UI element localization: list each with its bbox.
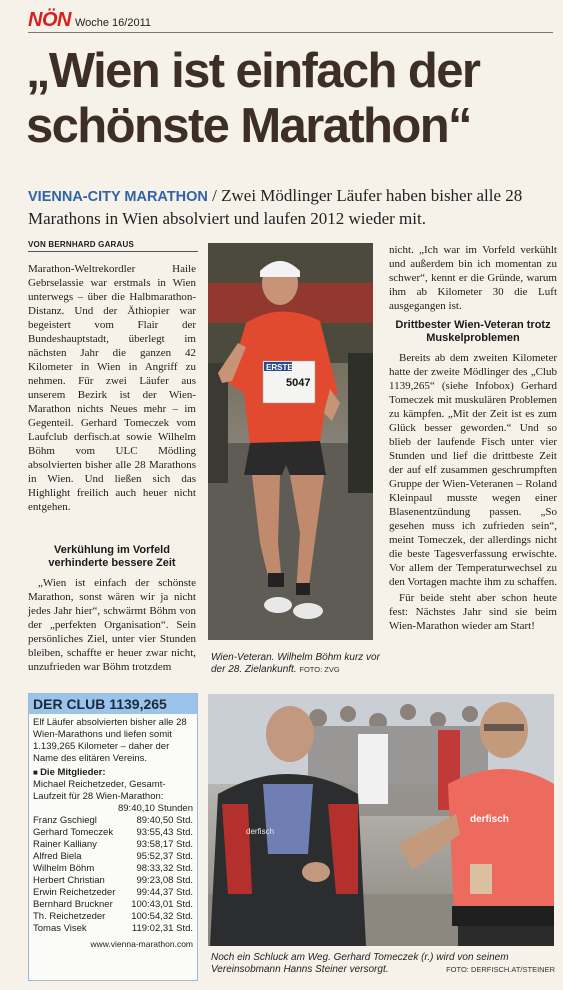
article-column-1-continued: [28, 538, 196, 676]
first-member: Michael Reichetzeder, Gesamt-Laufzeit für 28 Wien-Marathon:: [33, 779, 166, 802]
member-name: Rainer Kalliany: [33, 839, 97, 850]
paragraph: nicht. „Ich war im Vorfeld verkühlt und außerdem bin ich momentan zu schwer“, kennt er die Gründe, warum ihm ab Kilometer 30 die Luft ausgegangen ist.: [389, 244, 557, 312]
jacket-text: derfisch: [246, 827, 275, 836]
article-column-3: [389, 243, 557, 635]
paragraph: Marathon-Weltrekordler Haile Gebrselassie war erstmals in Wien unterwegs – über die Halbmarathon-Distanz. Und der Äthiopier war begeistert vom Flair der Bundeshauptstadt, überlegt im nächsten Jahr die ganzen 42 Kilometer in Wien in Angriff zu nehmen. Für zwei Läufer aus unserem Bezirk ist der Wien-Marathon nichts Neues mehr – im Gegenteil. Gerhard Tomeczek vom Laufclub derfisch.at sowie Wilhelm Böhm vom ULC Mödling absolvierten bisher alle 28 Marathons in Wien. Und ließen sich das Highlight freilich auch heuer nicht entgehen.: [28, 263, 196, 513]
paragraph: Für beide steht aber schon heute fest: Nächstes Jahr sind sie beim Wien-Marathon wieder am Start!: [389, 592, 557, 632]
caption-text: Noch ein Schluck am Weg. Gerhard Tomeczek (r.) wird von seinem Vereinsobmann Hanns Steiner versorgt.: [211, 952, 509, 975]
member-row: [33, 851, 193, 863]
member-row: [33, 923, 193, 935]
first-member-time: 89:40,10 Stunden: [117, 803, 193, 814]
infobox-intro: Elf Läufer absolvierten bisher alle 28 Wien-Marathons und liefen somit 1.139,265 Kilometer – daher der Name des elitären Vereins.: [33, 717, 187, 764]
photo-credit: FOTO: DERFISCH.AT/STEINER: [446, 965, 555, 974]
member-name: Bernhard Bruckner: [33, 899, 113, 910]
member-name: Alfred Biela: [33, 851, 82, 862]
member-name: Wilhelm Böhm: [33, 863, 95, 874]
paragraph: Bereits ab dem zweiten Kilometer hatte der zweite Mödlinger des „Club 1139,265“ (siehe Infobox) Gerhard Tomeczek mit muskulären Problemen zu kämpfen. „Mit der Zeit ist es zum Glück besser geworden.“ Und so blieb der laufende Fisch unter vier Stunden und lief die drittbeste Zeit der auf elf zusammen geschrumpften Gruppe der Wien-Veteranen – Roland Kleinpaul musste wegen einer Blasenentzündung passen. „So gesehen muss ich zufrieden sein“, meint Tomeczek, der allerdings nicht die beste Tagesverfassung erwischte. Vor allem der Temperaturwechsel zu den Vortagen machte ihm zu schaffen.: [389, 352, 558, 588]
member-name: Tomas Visek: [33, 923, 87, 934]
member-time: 89:40,50 Std.: [136, 815, 193, 826]
bib-number: 5047: [286, 377, 311, 389]
runners-photo: [208, 694, 554, 946]
shirt-text: derfisch: [470, 814, 509, 825]
bib-brand: ERSTE: [266, 363, 293, 372]
section-kicker: VIENNA-CITY MARATHON: [28, 189, 208, 205]
paragraph: „Wien ist einfach der schönste Marathon, sonst wären wir ja nicht jedes Jahr hier“, schwärmt Böhm von der „perfekten Organisation“. Sein persönliches Ziel, unter vier Stunden bleiben, schaffte er heuer zwar nicht, unzufrieden war Böhm trotzdem: [28, 577, 196, 673]
member-time: 95:52,37 Std.: [136, 851, 193, 862]
photo-credit: FOTO: ZVG: [299, 665, 340, 674]
subheadline: [28, 185, 558, 229]
article-column-1: [28, 262, 196, 516]
subheadline-text: / Zwei Mödlinger Läufer haben bisher alle 28 Marathons in Wien absolviert und laufen 2012 wieder mit.: [28, 186, 523, 228]
member-name: Erwin Reichetzeder: [33, 887, 116, 898]
member-time: 99:23,08 Std.: [136, 875, 193, 886]
newspaper-logo: NÖN: [28, 9, 71, 31]
member-row: [33, 911, 193, 923]
member-time: 93:55,43 Std.: [136, 827, 193, 838]
photo-caption: [211, 952, 555, 976]
member-row: [33, 815, 193, 827]
member-name: Herbert Christian: [33, 875, 105, 886]
member-time: 98:33,32 Std.: [136, 863, 193, 874]
member-time: 99:44,37 Std.: [136, 887, 193, 898]
section-subheading: Drittbester Wien-Veteran trotz Muskelproblemen: [395, 319, 551, 344]
caption-text: Wien-Veteran. Wilhelm Böhm kurz vor der 28. Zielankunft.: [211, 652, 380, 675]
member-name: Franz Gschiegl: [33, 815, 97, 826]
runner-illustration: [208, 243, 373, 640]
issue-week: Woche 16/2011: [74, 17, 151, 29]
member-row: [33, 887, 193, 899]
website-url: www.vienna-marathon.com: [90, 939, 193, 949]
photo-caption: [211, 652, 386, 676]
member-name: Gerhard Tomeczek: [33, 827, 114, 838]
infobox-title: DER CLUB 1139,265: [29, 694, 197, 714]
member-time: 119:02,31 Std.: [131, 923, 193, 934]
member-time: 100:54,32 Std.: [131, 911, 193, 922]
member-row: [33, 863, 193, 875]
member-row: [33, 899, 193, 911]
runner-photo: [208, 243, 373, 640]
infobox-body: [29, 714, 197, 950]
members-heading: ■ Die Mitglieder:: [33, 767, 193, 779]
header-divider: [28, 32, 553, 33]
member-time: 100:43,01 Std.: [131, 899, 193, 910]
member-time: 93:58,17 Std.: [136, 839, 193, 850]
masthead: [28, 9, 151, 31]
byline: VON BERNHARD GARAUS: [28, 240, 198, 252]
club-infobox: [28, 693, 198, 981]
member-name: Th. Reichetzeder: [33, 911, 106, 922]
member-row: [33, 875, 193, 887]
headline: „Wien ist einfach der schönste Marathon“: [26, 44, 480, 153]
member-row: [33, 839, 193, 851]
member-list: [33, 815, 193, 935]
member-row: [33, 827, 193, 839]
section-subheading: Verkühlung im Vorfeld verhinderte bessere Zeit: [48, 544, 176, 569]
runners-illustration: [208, 694, 554, 946]
